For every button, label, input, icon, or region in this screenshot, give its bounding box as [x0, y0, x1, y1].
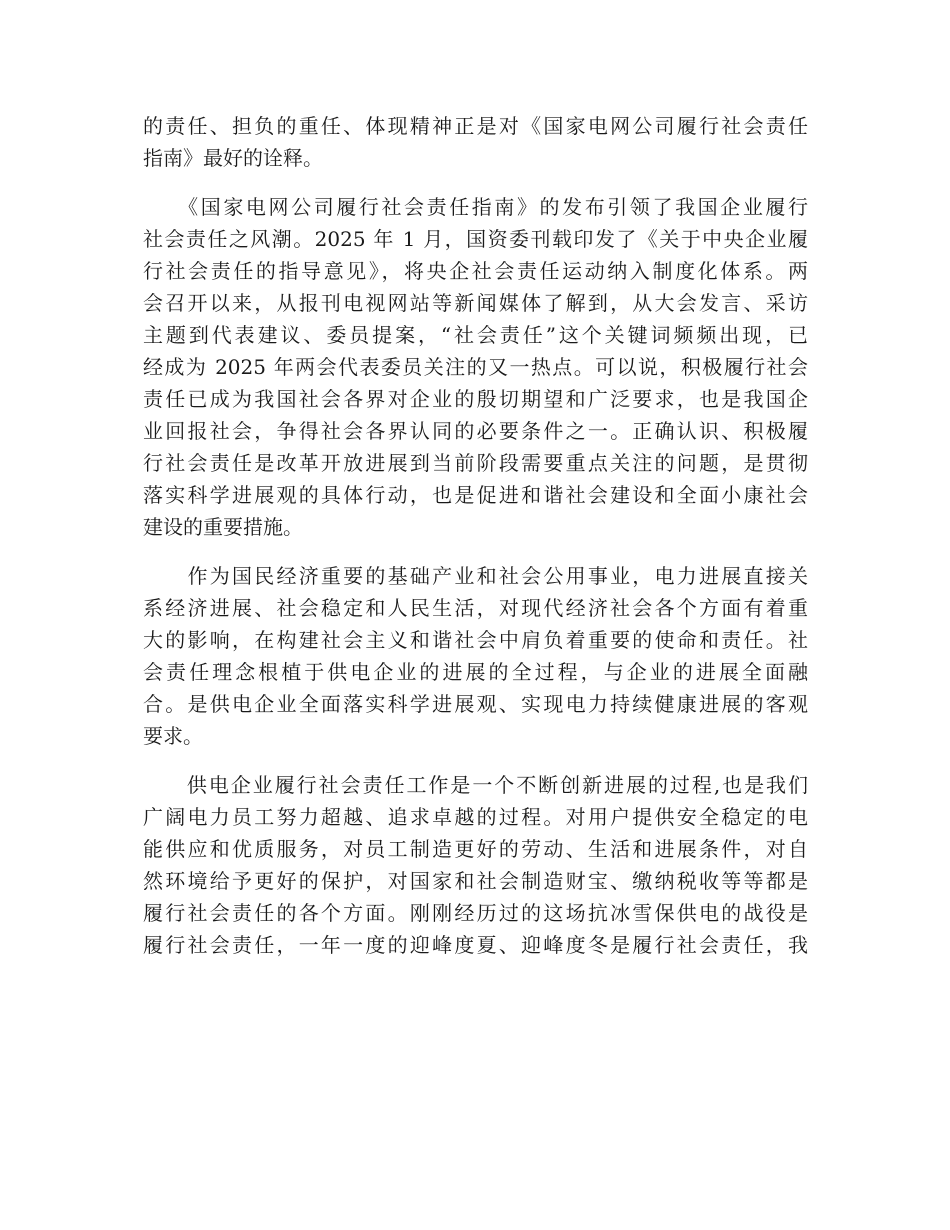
text-line: 然环境给予更好的保护，对国家和社会制造财宝、缴纳税收等等都是: [143, 869, 808, 893]
paragraph-spacer: [143, 174, 808, 191]
paragraph-spacer: [143, 543, 808, 560]
paragraph-4: [143, 769, 808, 961]
text-line: 行社会责任是改革开放进展到当前阶段需要重点关注的问题，是贯彻: [143, 451, 808, 475]
text-line: 指南》最好的诠释。: [143, 146, 323, 170]
text-line: 会责任理念根植于供电企业的进展的全过程，与企业的进展全面融: [143, 660, 808, 684]
text-line: 履行社会责任的各个方面。刚刚经历过的这场抗冰雪保供电的战役是: [143, 901, 808, 925]
text-line: 大的影响，在构建社会主义和谐社会中肩负着重要的使命和责任。社: [143, 628, 808, 652]
text-line: 经成为 2025 年两会代表委员关注的又一热点。可以说，积极履行社会: [143, 355, 808, 379]
paragraph-1: [143, 110, 808, 174]
text-line: 要求。: [143, 724, 203, 748]
text-line: 业回报社会，争得社会各界认同的必要条件之一。正确认识、积极履: [143, 419, 808, 443]
text-line: 行社会责任的指导意见》，将央企社会责任运动纳入制度化体系。两: [143, 259, 808, 283]
text-line: 能供应和优质服务，对员工制造更好的劳动、生活和进展条件，对自: [143, 837, 808, 861]
paragraph-spacer: [143, 752, 808, 769]
text-line: 系经济进展、社会稳定和人民生活，对现代经济社会各个方面有着重: [143, 596, 808, 620]
document-body: [143, 110, 808, 961]
text-line: 建设的重要措施。: [143, 515, 303, 539]
text-line: 责任已成为我国社会各界对企业的殷切期望和广泛要求，也是我国企: [143, 387, 808, 411]
text-line: 广阔电力员工努力超越、追求卓越的过程。对用户提供安全稳定的电: [143, 805, 808, 829]
text-line: 作为国民经济重要的基础产业和社会公用事业，电力进展直接关: [143, 564, 808, 588]
paragraph-2: [143, 191, 808, 543]
text-line: 会召开以来，从报刊电视网站等新闻媒体了解到，从大会发言、采访: [143, 291, 808, 315]
text-line: 社会责任之风潮。2025 年 1 月，国资委刊载印发了《关于中央企业履: [143, 227, 808, 251]
text-line: 落实科学进展观的具体行动，也是促进和谐社会建设和全面小康社会: [143, 483, 808, 507]
text-line: 合。是供电企业全面落实科学进展观、实现电力持续健康进展的客观: [143, 692, 808, 716]
text-line: 主题到代表建议、委员提案，“社会责任”这个关键词频频出现，已: [143, 323, 808, 347]
paragraph-3: [143, 560, 808, 752]
text-line: 供电企业履行社会责任工作是一个不断创新进展的过程,也是我们: [143, 773, 808, 797]
text-line: 《国家电网公司履行社会责任指南》的发布引领了我国企业履行: [143, 195, 808, 219]
text-line: 履行社会责任，一年一度的迎峰度夏、迎峰度冬是履行社会责任，我: [143, 933, 808, 957]
text-line: 的责任、担负的重任、体现精神正是对《国家电网公司履行社会责任: [143, 114, 808, 138]
